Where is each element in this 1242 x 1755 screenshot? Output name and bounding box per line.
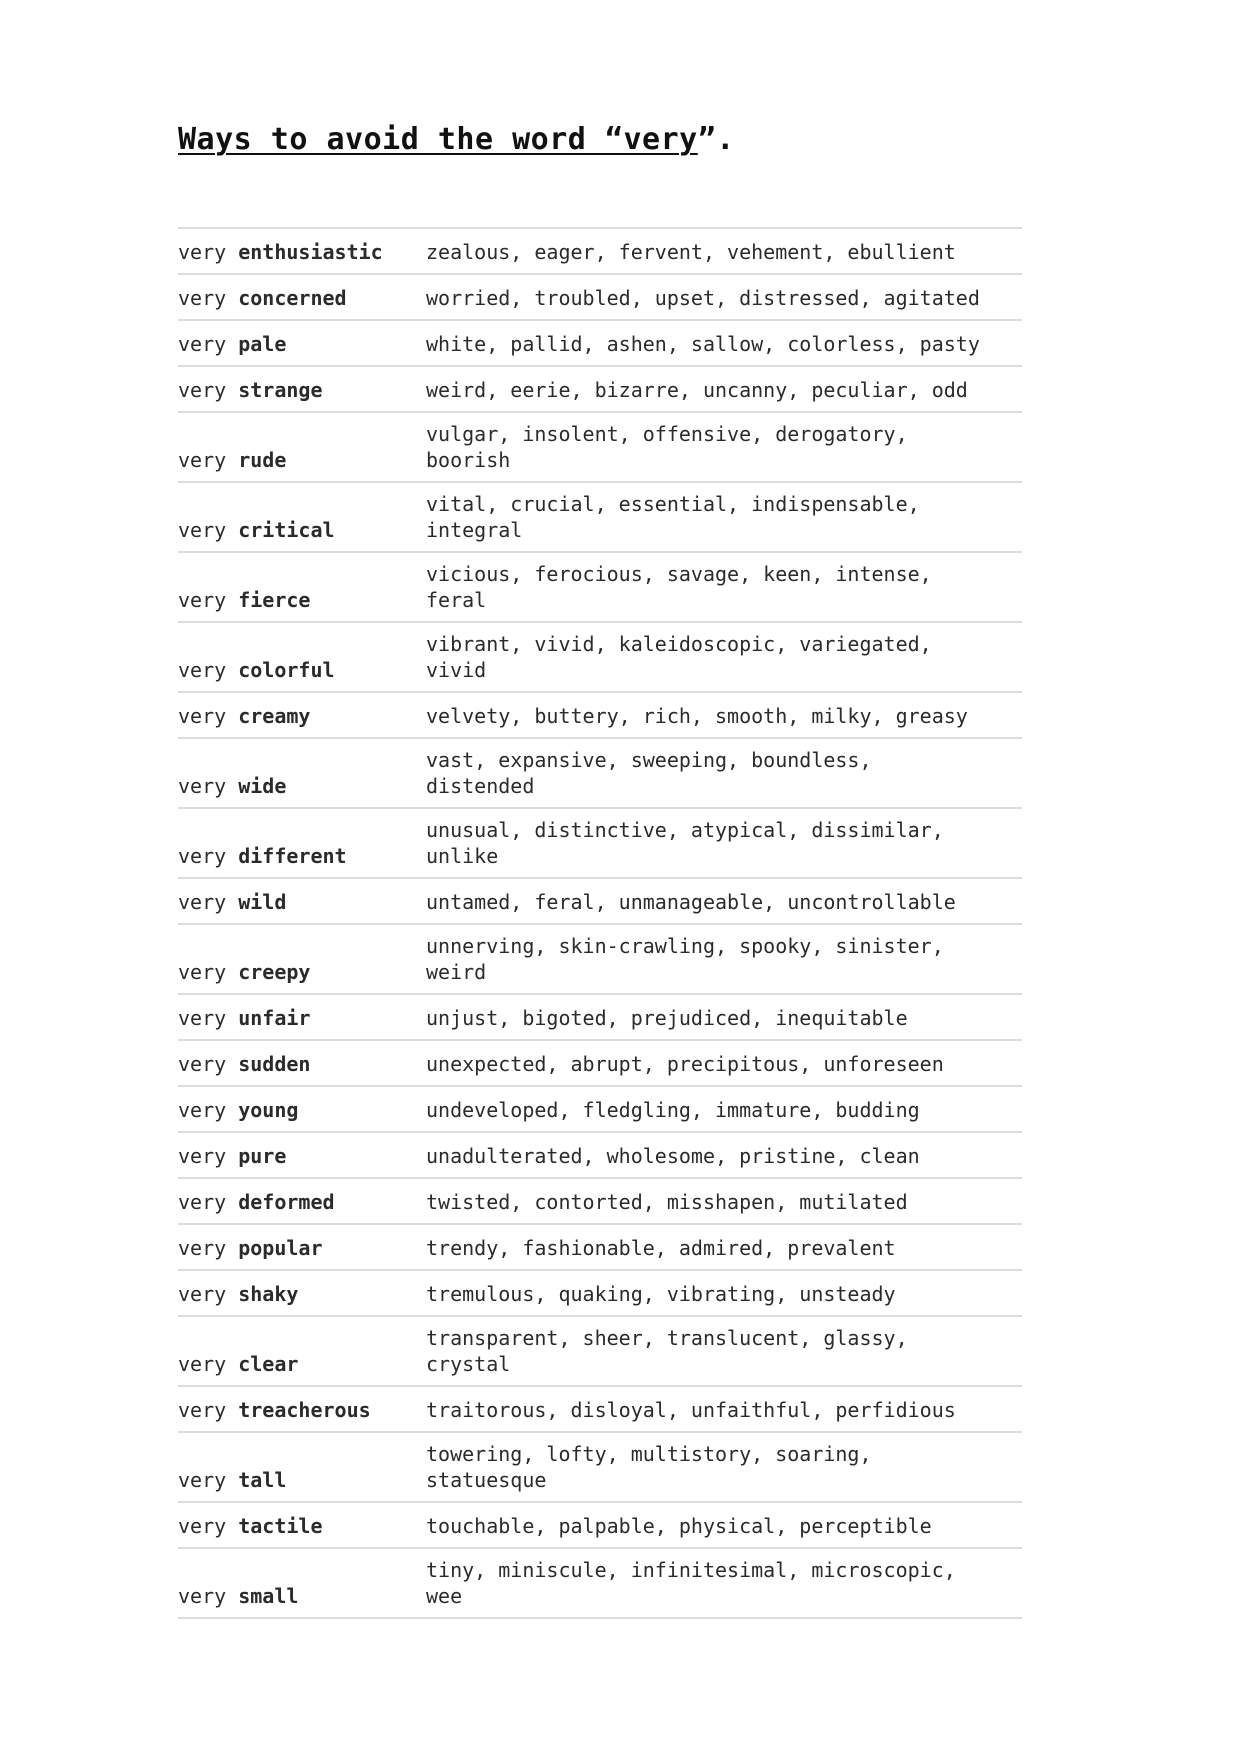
very-prefix: very — [178, 286, 227, 310]
word-cell — [178, 1397, 426, 1423]
table-row — [178, 1179, 1022, 1225]
target-word: wide — [238, 774, 287, 798]
table-row — [178, 1317, 1022, 1387]
very-prefix: very — [178, 518, 227, 542]
word-cell — [178, 517, 426, 543]
word-cell — [178, 1005, 426, 1031]
table-row — [178, 1133, 1022, 1179]
word-cell — [178, 285, 426, 311]
table-row — [178, 1549, 1022, 1619]
synonyms-cell: unadulterated, wholesome, pristine, clean — [426, 1144, 920, 1168]
synonyms-cell: unnerving, skin-crawling, spooky, sinister, weird — [426, 934, 944, 984]
target-word: shaky — [238, 1282, 299, 1306]
target-word: strange — [238, 378, 323, 402]
very-prefix: very — [178, 1098, 227, 1122]
target-word: popular — [238, 1236, 323, 1260]
word-cell — [178, 331, 426, 357]
synonyms-cell: touchable, palpable, physical, perceptible — [426, 1514, 932, 1538]
synonyms-cell: transparent, sheer, translucent, glassy, crystal — [426, 1326, 908, 1376]
very-prefix: very — [178, 658, 227, 682]
table-row — [178, 693, 1022, 739]
synonyms-cell: worried, troubled, upset, distressed, agitated — [426, 286, 980, 310]
word-cell — [178, 1513, 426, 1539]
table-row — [178, 1225, 1022, 1271]
target-word: young — [238, 1098, 299, 1122]
very-prefix: very — [178, 1468, 227, 1492]
target-word: colorful — [238, 658, 335, 682]
table-row — [178, 1387, 1022, 1433]
synonyms-cell: vibrant, vivid, kaleidoscopic, variegated, vivid — [426, 632, 932, 682]
synonyms-cell: twisted, contorted, misshapen, mutilated — [426, 1190, 908, 1214]
very-prefix: very — [178, 1514, 227, 1538]
target-word: clear — [238, 1352, 299, 1376]
word-cell — [178, 1189, 426, 1215]
target-word: creamy — [238, 704, 311, 728]
target-word: fierce — [238, 588, 311, 612]
word-cell — [178, 239, 426, 265]
very-prefix: very — [178, 844, 227, 868]
synonyms-cell: tiny, miniscule, infinitesimal, microscopic, wee — [426, 1558, 956, 1608]
synonyms-cell: vicious, ferocious, savage, keen, intense, feral — [426, 562, 932, 612]
table-row — [178, 995, 1022, 1041]
synonyms-cell: undeveloped, fledgling, immature, budding — [426, 1098, 920, 1122]
synonyms-cell: towering, lofty, multistory, soaring, statuesque — [426, 1442, 872, 1492]
table-row — [178, 1271, 1022, 1317]
word-cell — [178, 1281, 426, 1307]
word-cell — [178, 1051, 426, 1077]
table-row — [178, 367, 1022, 413]
synonym-table — [178, 227, 1022, 1619]
synonyms-cell: unjust, bigoted, prejudiced, inequitable — [426, 1006, 908, 1030]
target-word: concerned — [238, 286, 347, 310]
very-prefix: very — [178, 448, 227, 472]
target-word: small — [238, 1584, 299, 1608]
target-word: sudden — [238, 1052, 311, 1076]
synonyms-cell: trendy, fashionable, admired, prevalent — [426, 1236, 896, 1260]
table-row — [178, 809, 1022, 879]
table-row — [178, 483, 1022, 553]
target-word: pure — [238, 1144, 287, 1168]
very-prefix: very — [178, 960, 227, 984]
target-word: critical — [238, 518, 335, 542]
synonyms-cell: velvety, buttery, rich, smooth, milky, greasy — [426, 704, 968, 728]
word-cell — [178, 843, 426, 869]
page-title-underlined: Ways to avoid the word “very — [178, 122, 698, 157]
very-prefix: very — [178, 588, 227, 612]
word-cell — [178, 959, 426, 985]
synonyms-cell: untamed, feral, unmanageable, uncontrollable — [426, 890, 956, 914]
synonyms-cell: unexpected, abrupt, precipitous, unforeseen — [426, 1052, 944, 1076]
synonyms-cell: unusual, distinctive, atypical, dissimilar, unlike — [426, 818, 944, 868]
table-row — [178, 321, 1022, 367]
target-word: different — [238, 844, 347, 868]
target-word: unfair — [238, 1006, 311, 1030]
very-prefix: very — [178, 1052, 227, 1076]
target-word: treacherous — [238, 1398, 371, 1422]
word-cell — [178, 587, 426, 613]
target-word: wild — [238, 890, 287, 914]
target-word: tall — [238, 1468, 287, 1492]
table-row — [178, 275, 1022, 321]
page-title-end: ”. — [697, 122, 735, 157]
very-prefix: very — [178, 1190, 227, 1214]
word-cell — [178, 773, 426, 799]
table-row — [178, 1041, 1022, 1087]
word-cell — [178, 1097, 426, 1123]
table-row — [178, 1087, 1022, 1133]
target-word: tactile — [238, 1514, 323, 1538]
synonyms-cell: traitorous, disloyal, unfaithful, perfidious — [426, 1398, 956, 1422]
target-word: pale — [238, 332, 287, 356]
very-prefix: very — [178, 1584, 227, 1608]
target-word: rude — [238, 448, 287, 472]
target-word: deformed — [238, 1190, 335, 1214]
synonyms-cell: vulgar, insolent, offensive, derogatory, boorish — [426, 422, 908, 472]
table-row — [178, 413, 1022, 483]
table-row — [178, 1503, 1022, 1549]
word-cell — [178, 703, 426, 729]
table-row — [178, 879, 1022, 925]
synonyms-cell: white, pallid, ashen, sallow, colorless, pasty — [426, 332, 980, 356]
very-prefix: very — [178, 1352, 227, 1376]
table-row — [178, 739, 1022, 809]
word-cell — [178, 377, 426, 403]
synonyms-cell: weird, eerie, bizarre, uncanny, peculiar, odd — [426, 378, 968, 402]
very-prefix: very — [178, 1144, 227, 1168]
word-cell — [178, 1235, 426, 1261]
word-cell — [178, 657, 426, 683]
very-prefix: very — [178, 1236, 227, 1260]
table-row — [178, 925, 1022, 995]
word-cell — [178, 1467, 426, 1493]
page-title — [178, 120, 735, 160]
very-prefix: very — [178, 332, 227, 356]
very-prefix: very — [178, 890, 227, 914]
synonyms-cell: tremulous, quaking, vibrating, unsteady — [426, 1282, 896, 1306]
table-row — [178, 229, 1022, 275]
word-cell — [178, 1583, 426, 1609]
table-row — [178, 553, 1022, 623]
table-row — [178, 1433, 1022, 1503]
very-prefix: very — [178, 1398, 227, 1422]
very-prefix: very — [178, 774, 227, 798]
very-prefix: very — [178, 240, 227, 264]
word-cell — [178, 889, 426, 915]
very-prefix: very — [178, 1006, 227, 1030]
target-word: creepy — [238, 960, 311, 984]
synonyms-cell: zealous, eager, fervent, vehement, ebullient — [426, 240, 956, 264]
target-word: enthusiastic — [238, 240, 383, 264]
word-cell — [178, 1143, 426, 1169]
word-cell — [178, 447, 426, 473]
very-prefix: very — [178, 1282, 227, 1306]
table-row — [178, 623, 1022, 693]
synonyms-cell: vast, expansive, sweeping, boundless, distended — [426, 748, 872, 798]
very-prefix: very — [178, 704, 227, 728]
word-cell — [178, 1351, 426, 1377]
synonyms-cell: vital, crucial, essential, indispensable, integral — [426, 492, 920, 542]
very-prefix: very — [178, 378, 227, 402]
